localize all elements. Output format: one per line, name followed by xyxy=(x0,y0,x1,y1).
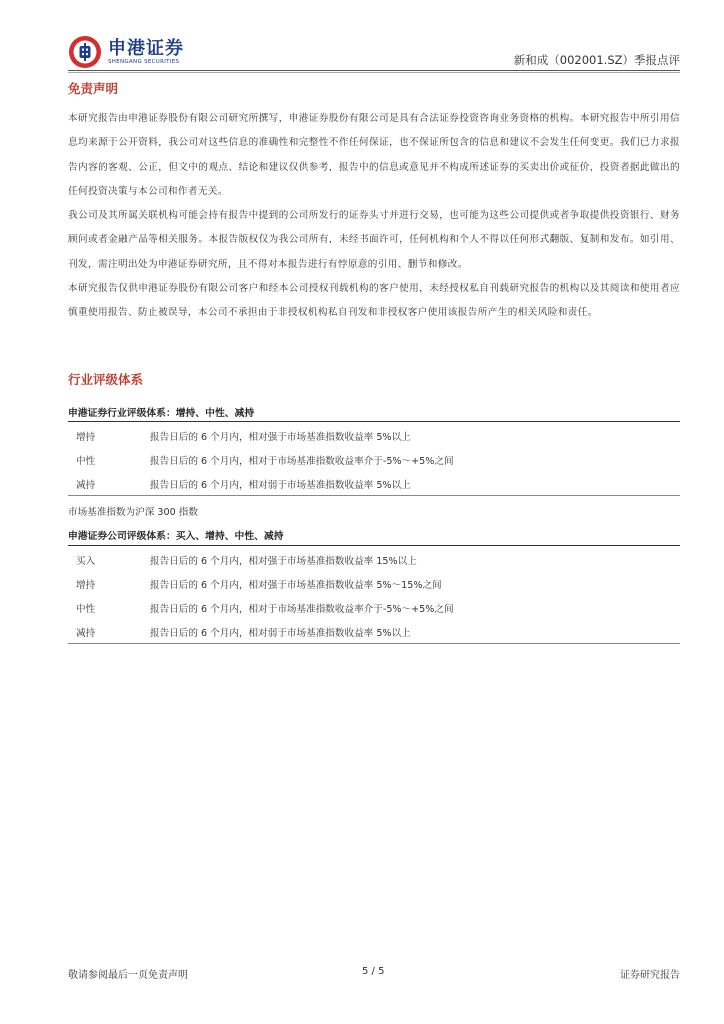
page-number: 5 / 5 xyxy=(362,966,385,977)
rating-desc: 报告日后的 6 个月内，相对强于市场基准指数收益率 5%～15%之间 xyxy=(150,580,442,591)
rating-desc: 报告日后的 6 个月内，相对弱于市场基准指数收益率 5%以上 xyxy=(150,480,411,491)
disclaimer-paragraph-1: 本研究报告由申港证券股份有限公司研究所撰写，申港证券股份有限公司是具有合法证券投资咨询业务资格的机构。本研究报告中所引用信息均来源于公开资料，我公司对这些信息的准确性和完整性不作任何保证，也不保证所包含的信息和建议不会发生任何变更。我们已力求报告内容的客观、公正，但文中的观点、结论和建议仅供参考，报告中的信息或意见并不构成所述证券的买卖出价或征价，投资者据此做出的任何投资决策与本公司和作者无关。 xyxy=(68,113,680,197)
page-header xyxy=(68,34,680,70)
benchmark-note: 市场基准指数为沪深 300 指数 xyxy=(68,507,198,518)
header-divider xyxy=(68,70,680,71)
table-row xyxy=(68,448,680,472)
table-bottom-rule xyxy=(68,643,680,644)
company-rating-table-title: 申港证券公司评级体系：买入、增持、中性、减持 xyxy=(68,531,284,542)
rating-label: 增持 xyxy=(76,432,96,443)
rating-desc: 报告日后的 6 个月内，相对弱于市场基准指数收益率 5%以上 xyxy=(150,628,411,639)
rating-desc: 报告日后的 6 个月内，相对强于市场基准指数收益率 5%以上 xyxy=(150,432,411,443)
table-top-rule xyxy=(68,545,680,546)
company-logo xyxy=(68,34,184,70)
logo-icon xyxy=(68,35,102,69)
table-top-rule xyxy=(68,421,680,422)
disclaimer-paragraph-2: 我公司及其所属关联机构可能会持有报告中提到的公司所发行的证券头寸并进行交易，也可能为这些公司提供或者争取提供投资银行、财务顾问或者金融产品等相关服务。本报告版权仅为我公司所有，未经书面许可，任何机构和个人不得以任何形式翻版、复制和发布。如引用、刊发，需注明出处为申港证券研究所，且不得对本报告进行有悖原意的引用、删节和修改。 xyxy=(68,210,680,270)
header-divider-secondary xyxy=(68,72,680,73)
disclaimer-title: 免责声明 xyxy=(68,81,119,96)
rating-desc: 报告日后的 6 个月内，相对于市场基准指数收益率介于-5%～+5%之间 xyxy=(150,456,454,467)
table-row xyxy=(68,424,680,448)
logo-cn-text: 申港证券 xyxy=(108,37,184,59)
rating-label: 中性 xyxy=(76,456,96,467)
table-row xyxy=(68,548,680,572)
footer-disclaimer-note: 敬请参阅最后一页免责声明 xyxy=(68,970,188,981)
rating-label: 中性 xyxy=(76,604,96,615)
logo-en-text: SHENGANG SECURITIES xyxy=(108,58,180,65)
rating-desc: 报告日后的 6 个月内，相对强于市场基准指数收益率 15%以上 xyxy=(150,556,417,567)
rating-label: 减持 xyxy=(76,480,96,491)
report-tag: 新和成（002001.SZ）季报点评 xyxy=(513,53,680,67)
rating-section-title: 行业评级体系 xyxy=(68,372,144,387)
table-row xyxy=(68,572,680,596)
rating-desc: 报告日后的 6 个月内，相对于市场基准指数收益率介于-5%～+5%之间 xyxy=(150,604,454,615)
industry-rating-table-title: 申港证券行业评级体系：增持、中性、减持 xyxy=(68,408,255,419)
rating-label: 增持 xyxy=(76,580,96,591)
table-row xyxy=(68,620,680,644)
table-row xyxy=(68,596,680,620)
table-bottom-rule xyxy=(68,495,680,496)
rating-label: 买入 xyxy=(76,556,96,567)
table-row xyxy=(68,472,680,496)
rating-label: 减持 xyxy=(76,628,96,639)
disclaimer-paragraph-3: 本研究报告仅供申港证券股份有限公司客户和经本公司授权刊载机构的客户使用，未经授权私自刊载研究报告的机构以及其阅读和使用者应慎重使用报告、防止被误导，本公司不承担由于非授权机构私自刊发和非授权客户使用该报告所产生的相关风险和责任。 xyxy=(68,283,680,319)
footer-report-type: 证券研究报告 xyxy=(620,970,680,981)
